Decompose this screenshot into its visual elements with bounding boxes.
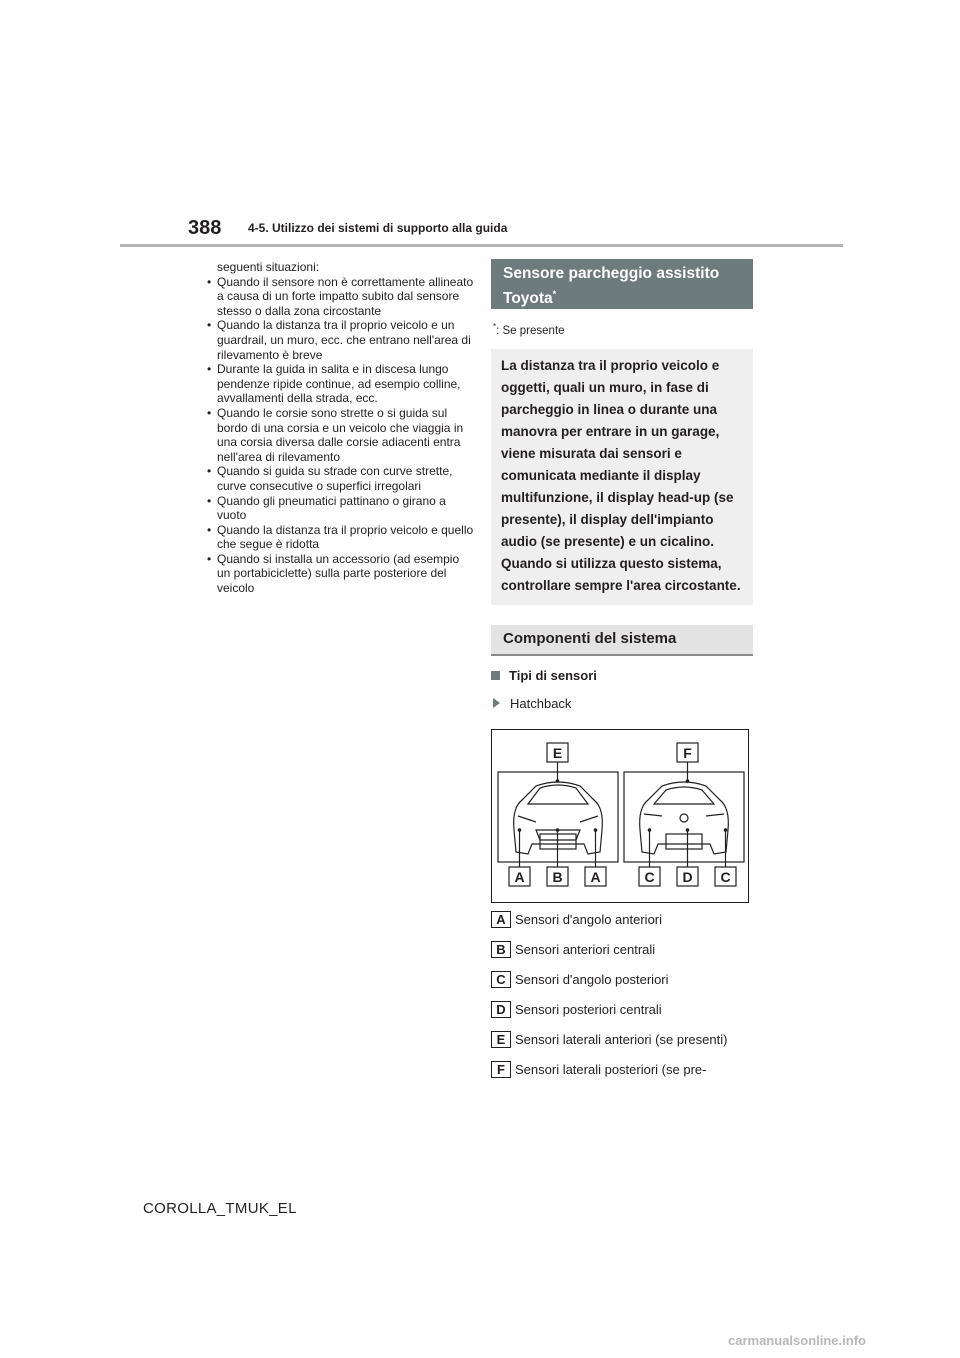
legend-text: Sensori laterali posteriori (se pre-: [515, 1061, 707, 1077]
diagram-label-c1: C: [644, 868, 655, 885]
legend-item: [491, 999, 753, 1021]
list-item: • Quando la distanza tra il proprio veicolo e un guardrail, un muro, ecc. che entrano nell'area di rilevamento è breve: [207, 318, 471, 362]
triangle-bullet-icon: [493, 698, 500, 708]
legend-key: F: [491, 1061, 511, 1078]
sub-heading: Tipi di sensori: [491, 668, 753, 683]
legend-item: [491, 909, 753, 931]
car-diagram: [492, 730, 748, 902]
legend-key: B: [491, 941, 511, 958]
document-code: COROLLA_TMUK_EL: [143, 1200, 297, 1217]
square-bullet-icon: [491, 671, 500, 680]
list-item: • Quando si installa un accessorio (ad esempio un portabiciclette) sulla parte posteriore del veicolo: [207, 551, 460, 596]
legend-text: Sensori laterali anteriori (se presenti): [515, 1031, 728, 1047]
bullet-icon: •: [207, 464, 212, 479]
sensor-dot-c2: [724, 828, 728, 832]
section-title: 4-5. Utilizzo dei sistemi di supporto alla guida: [248, 221, 508, 235]
list-item: • Quando la distanza tra il proprio veicolo e quello che segue è ridotta: [207, 522, 474, 552]
summary-box: La distanza tra il proprio veicolo e oggetti, quali un muro, in fase di parcheggio in linea o durante una manovra per entrare in un garage, viene misurata dai sensori e comunicata mediante il display multifunzione, il display head-up (se presente), il display dell'impianto audio (se presente) e un cicalino. Quando si utilizza questo sistema, controllare sempre l'area circostante.: [491, 349, 753, 605]
legend-text: Sensori anteriori centrali: [515, 941, 656, 957]
watermark: carmanualsonline.info: [728, 1333, 866, 1348]
bullet-icon: •: [207, 493, 212, 508]
diagram-label-c2: C: [720, 868, 731, 885]
legend-key: C: [491, 971, 511, 988]
header-rule: [120, 244, 843, 247]
sensor-dot-f: [686, 779, 690, 783]
right-column: [491, 259, 753, 1089]
legend: [491, 909, 753, 1081]
legend-item: [491, 939, 753, 961]
front-windshield: [528, 785, 588, 804]
diagram-label-d: D: [682, 868, 693, 885]
sensor-dot-e: [556, 779, 560, 783]
intro-text: seguenti situazioni:: [217, 260, 320, 274]
legend-item: [491, 969, 753, 991]
front-headlight-left: [518, 816, 536, 822]
list-item: • Quando si guida su strade con curve strette, curve consecutive o superfici irregolari: [207, 464, 453, 493]
bullet-icon: •: [207, 522, 212, 537]
heading-asterisk: *: [552, 289, 557, 299]
page-number: 388: [188, 217, 222, 239]
sensor-dot-b: [556, 828, 560, 832]
sensor-dot-a1: [518, 828, 522, 832]
legend-key: E: [491, 1031, 511, 1048]
diagram-label-f: F: [683, 744, 692, 761]
bullet-icon: •: [207, 405, 212, 420]
diagram-label-a2: A: [590, 868, 601, 885]
situation-list: [205, 275, 475, 596]
components-heading: Componenti del sistema: [491, 625, 753, 656]
bullet-icon: •: [207, 318, 212, 333]
footnote-asterisk: *: [493, 322, 497, 331]
diagram-label-e: E: [552, 744, 563, 761]
list-item: • Quando gli pneumatici pattinano o girano a vuoto: [207, 493, 446, 523]
left-column: [205, 260, 475, 596]
list-item: • Quando le corsie sono strette o si guida sul bordo di una corsia e un veicolo che viaggia in una corsia diversa dalle corsie adiacenti entra nell'area di rilevamento: [207, 405, 464, 464]
legend-key: D: [491, 1001, 511, 1018]
diagram-label-b: B: [552, 868, 563, 885]
variant-label: Hatchback: [491, 696, 753, 711]
sensor-diagram: [491, 729, 749, 903]
rear-window: [654, 787, 714, 804]
rear-emblem: [680, 814, 688, 822]
rear-light-left: [644, 814, 662, 816]
rear-light-right: [706, 814, 724, 816]
sensor-dot-c1: [648, 828, 652, 832]
legend-text: Sensori posteriori centrali: [515, 1001, 662, 1017]
diagram-label-a1: A: [514, 868, 525, 885]
rear-plate: [666, 834, 702, 849]
list-item: • Quando il sensore non è correttamente allineato a causa di un forte impatto subito dal sensore stesso o dalla zona circostante: [207, 274, 474, 318]
legend-key: A: [491, 911, 511, 928]
list-item: • Durante la guida in salita e in discesa lungo pendenze ripide continue, ad esempio colline, avvallamenti della strada, ecc.: [207, 362, 461, 406]
section-heading: Sensore parcheggio assistito Toyota*: [491, 259, 753, 309]
bullet-icon: •: [207, 362, 212, 377]
bullet-icon: •: [207, 274, 212, 289]
sensor-dot-a2: [594, 828, 598, 832]
rear-car-outline: [640, 782, 729, 854]
legend-item: [491, 1029, 753, 1051]
bullet-icon: •: [207, 551, 212, 566]
legend-text: Sensori d'angolo posteriori: [515, 971, 669, 987]
legend-item: [491, 1059, 753, 1081]
footnote: *: Se presente: [493, 322, 565, 337]
sensor-dot-d: [686, 828, 690, 832]
front-headlight-right: [580, 816, 598, 822]
legend-text: Sensori d'angolo anteriori: [515, 911, 663, 927]
